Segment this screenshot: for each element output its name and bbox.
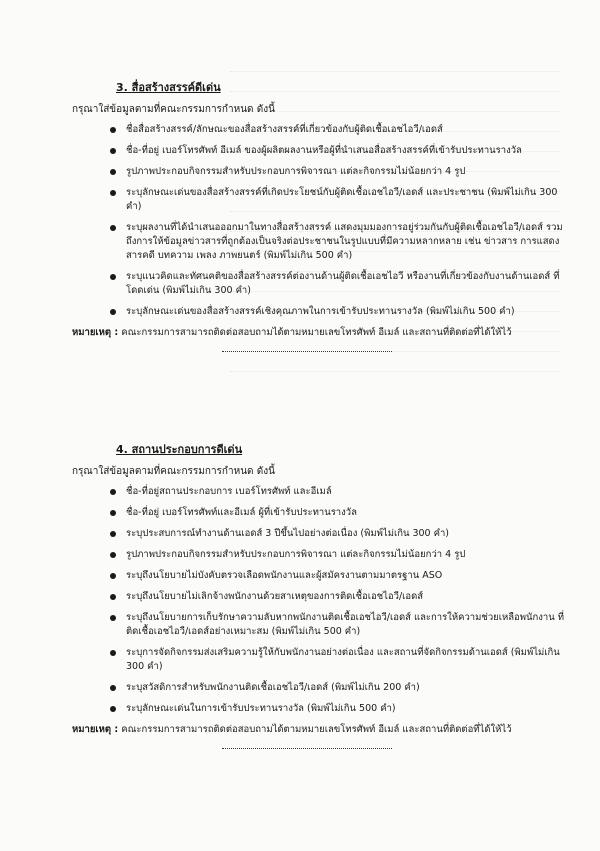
bullet-icon [110,531,116,537]
remark-label: หมายเหตุ : [72,724,119,735]
section-heading: 4. สถานประกอบการดีเด่น [116,443,243,456]
bullet-icon [110,685,116,691]
bullet-icon [110,274,116,280]
bullet-icon [110,650,116,656]
list-item-text: ชื่อ-ที่อยู่ เบอร์โทรศัพท์ อีเมล์ ของผู้ผลิตผลงานหรือผู้ที่นำเสนอสื่อสร้างสรรค์ที่เข้ารับประทานรางวัล [126,145,522,156]
remark-text: คณะกรรมการสามารถติดต่อสอบถามได้ตามหมายเลขโทรศัพท์ อีเมล์ และสถานที่ติดต่อที่ได้ให้ไว้ [118,724,512,735]
list-item-text: ระบุลักษณะเด่นในการเข้ารับประทานรางวัล (พิมพ์ไม่เกิน 500 คำ) [126,703,396,714]
list-item [110,305,572,319]
list-item-text: ระบุผลงานที่ได้นำเสนอออกมาในทางสื่อสร้างสรรค์ แสดงมุมมองการอยู่ร่วมกันกับผู้ติดเชื้อเอชไอวี/เอดส์ รวมถึงการให้ข้อมูลข่าวสารที่ถูกต้องเป็นจริงต่อประชาชนในรูปแบบที่มีความหลากหลาย เช่น ข่าวสาร การแสดง สารคดี บทความ เพลง ภาพยนตร์ (พิมพ์ไม่เกิน 500 คำ) [126,222,563,261]
section-intro: กรุณาใส่ข้อมูลตามที่คณะกรรมการกำหนด ดังนี้ [72,104,275,115]
list-item-text: ระบุถึงนโยบายการเก็บรักษาความลับหากพนักงานติดเชื้อเอชไอวี/เอดส์ และการให้ความช่วยเหลือพนักงาน ที่ติดเชื้อเอชไอวี/เอดส์อย่างเหมาะสม (พิมพ์ไม่เกิน 500 คำ) [126,612,565,637]
list-item [110,186,572,214]
list-item [110,506,572,520]
requirement-list [72,123,572,319]
list-item [110,611,572,639]
list-item [110,485,572,499]
list-item-text: รูปภาพประกอบกิจกรรมสำหรับประกอบการพิจารณา แต่ละกิจกรรมไม่น้อยกว่า 4 รูป [126,166,466,177]
remark-text: คณะกรรมการสามารถติดต่อสอบถามได้ตามหมายเลขโทรศัพท์ อีเมล์ และสถานที่ติดต่อที่ได้ให้ไว้ [118,327,512,338]
remark-note [72,326,572,340]
bullet-icon [110,573,116,579]
section-outstanding-workplace [72,442,572,749]
list-item-text: ระบุลักษณะเด่นของสื่อสร้างสรรค์ที่เกิดประโยชน์กับผู้ติดเชื้อเอชไอวี/เอดส์ และประชาชน (พิมพ์ไม่เกิน 300 คำ) [126,187,558,212]
bullet-icon [110,594,116,600]
list-item-text: ระบุถึงนโยบายไม่บังคับตรวจเลือดพนักงานและผู้สมัครงานตามมาตรฐาน ASO [126,570,443,581]
section-intro: กรุณาใส่ข้อมูลตามที่คณะกรรมการกำหนด ดังนี้ [72,466,275,477]
list-item-text: ระบุสวัสดิการสำหรับพนักงานติดเชื้อเอชไอวี/เอดส์ (พิมพ์ไม่เกิน 200 คำ) [126,682,420,693]
section-creative-media [72,80,572,352]
bullet-icon [110,309,116,315]
bullet-icon [110,225,116,231]
list-item-text: รูปภาพประกอบกิจกรรมสำหรับประกอบการพิจารณา แต่ละกิจกรรมไม่น้อยกว่า 4 รูป [126,549,466,560]
list-item [110,270,572,298]
section-heading: 3. สื่อสร้างสรรค์ดีเด่น [116,81,221,94]
list-item [110,527,572,541]
list-item-text: ระบุการจัดกิจกรรมส่งเสริมความรู้ให้กับพนักงานอย่างต่อเนื่อง และสถานที่จัดกิจกรรมด้านเอดส์ (พิมพ์ไม่เกิน 300 คำ) [126,647,560,672]
list-item [110,681,572,695]
list-item-text: ระบุแนวคิดและทัศนคติของสื่อสร้างสรรค์ต่องานด้านผู้ติดเชื้อเอชไอวี หรืองานที่เกี่ยวข้องกับงานด้านเอดส์ ที่โดดเด่น (พิมพ์ไม่เกิน 300 คำ) [126,271,560,296]
remark-label: หมายเหตุ : [72,327,119,338]
bullet-icon [110,510,116,516]
list-item-text: ชื่อ-ที่อยู่ เบอร์โทรศัพท์และอีเมล์ ผู้ที่เข้ารับประทานรางวัล [126,507,357,518]
bullet-icon [110,169,116,175]
list-item [110,646,572,674]
list-item [110,548,572,562]
bullet-icon [110,706,116,712]
list-item [110,165,572,179]
bullet-icon [110,615,116,621]
bullet-icon [110,489,116,495]
list-item-text: ระบุถึงนโยบายไม่เลิกจ้างพนักงานด้วยสาเหตุของการติดเชื้อเอชไอวี/เอดส์ [126,591,424,602]
bullet-icon [110,552,116,558]
list-item [110,569,572,583]
list-item [110,144,572,158]
list-item-text: ชื่อสื่อสร้างสรรค์/ลักษณะของสื่อสร้างสรรค์ที่เกี่ยวข้องกับผู้ติดเชื้อเอชไอวี/เอดส์ [126,124,443,135]
list-item-text: ชื่อ-ที่อยู่สถานประกอบการ เบอร์โทรศัพท์ และอีเมล์ [126,486,332,497]
bullet-icon [110,148,116,154]
dotted-separator [222,747,392,749]
list-item [110,123,572,137]
list-item [110,702,572,716]
list-item-text: ระบุประสบการณ์ทำงานด้านเอดส์ 3 ปีขึ้นไปอย่างต่อเนื่อง (พิมพ์ไม่เกิน 300 คำ) [126,528,450,539]
bullet-icon [110,190,116,196]
list-item [110,590,572,604]
list-item-text: ระบุลักษณะเด่นของสื่อสร้างสรรค์เชิงคุณภาพในการเข้ารับประทานรางวัล (พิมพ์ไม่เกิน 500 คำ) [126,306,515,317]
bullet-icon [110,127,116,133]
remark-note [72,723,572,737]
dotted-separator [222,350,392,352]
requirement-list [72,485,572,716]
list-item [110,221,572,263]
